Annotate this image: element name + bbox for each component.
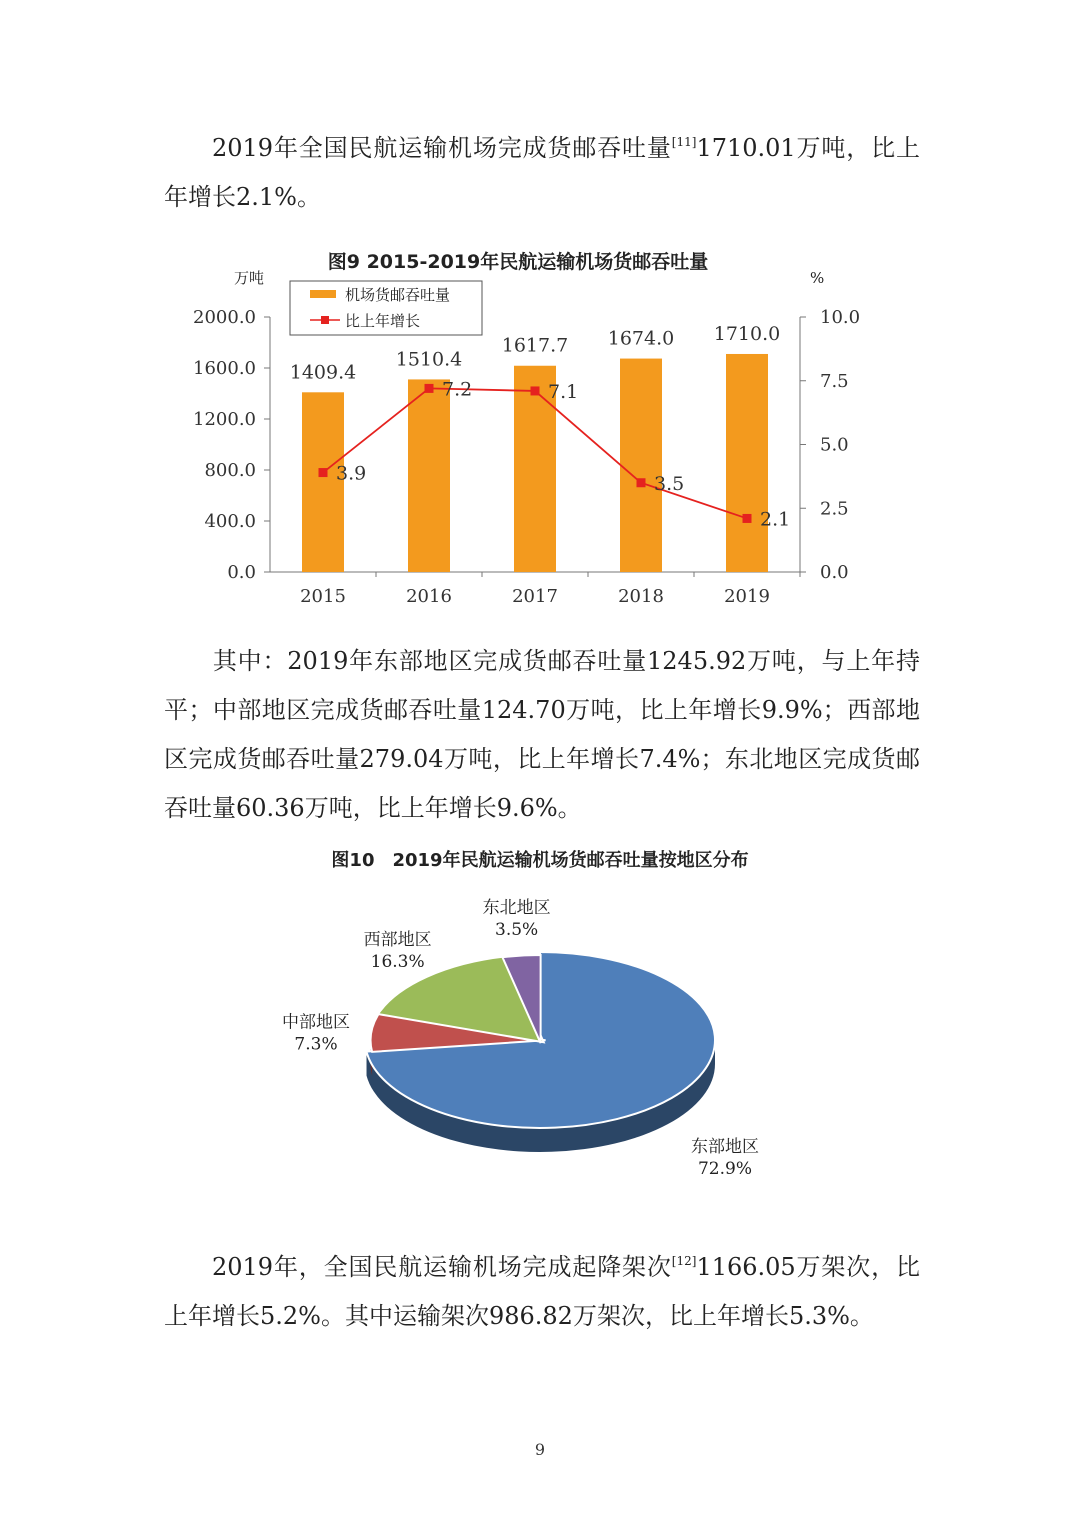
bar-value-label: 1710.0 (713, 322, 781, 345)
x-tick-label: 2018 (618, 586, 664, 607)
bar-value-label: 1409.4 (289, 361, 357, 384)
left-tick-label: 2000.0 (193, 307, 256, 328)
left-tick-label: 0.0 (227, 562, 256, 583)
right-tick-label: 10.0 (820, 307, 861, 328)
left-tick-label: 800.0 (204, 460, 256, 481)
footnote-ref[interactable]: [11] (671, 135, 697, 149)
paragraph-regional-cargo (164, 637, 920, 833)
pie-label-东北地区: 东北地区 (482, 897, 551, 918)
paragraph-text: 2019年，全国民航运输机场完成起降架次 (212, 1253, 672, 1281)
pie-percent-东部地区: 72.9% (697, 1159, 753, 1179)
right-tick-label: 5.0 (820, 434, 849, 456)
paragraph-text: 2019年全国民航运输机场完成货邮吞吐量 (212, 134, 672, 162)
pie-percent-东北地区: 3.5% (495, 919, 539, 940)
pie-label-西部地区: 西部地区 (363, 929, 432, 950)
paragraph-text: 1710.01万吨，比上年增长2.1%。 (164, 134, 921, 211)
left-axis-unit: 万吨 (234, 269, 265, 287)
bar-2019 (726, 354, 768, 572)
page-number: 9 (534, 1440, 546, 1459)
legend-swatch-bar (310, 290, 336, 298)
chart-legend (290, 281, 482, 335)
bar-value-label: 1510.4 (395, 348, 463, 371)
legend-label-line: 比上年增长 (345, 312, 421, 330)
growth-point-2018 (637, 478, 646, 487)
growth-value-label: 3.5 (654, 472, 685, 495)
growth-point-2015 (319, 468, 328, 477)
legend-swatch-marker (321, 316, 329, 324)
growth-point-2019 (743, 514, 752, 523)
left-tick-label: 1600.0 (193, 358, 256, 379)
footnote-ref[interactable]: [12] (671, 1254, 697, 1268)
right-tick-label: 7.5 (820, 370, 849, 392)
growth-value-label: 2.1 (760, 508, 791, 531)
left-tick-label: 1200.0 (193, 409, 256, 430)
regional-distribution-pie (230, 840, 850, 1200)
pie-percent-中部地区: 7.3% (294, 1034, 338, 1055)
left-tick-label: 400.0 (204, 511, 256, 532)
growth-point-2016 (425, 384, 434, 393)
legend-label-bar: 机场货邮吞吐量 (345, 286, 451, 304)
growth-value-label: 7.2 (442, 378, 473, 401)
chart-title: 图10 2019年民航运输机场货邮吞吐量按地区分布 (331, 850, 749, 871)
x-tick-label: 2016 (406, 586, 452, 607)
growth-point-2017 (531, 386, 540, 395)
growth-value-label: 7.1 (548, 380, 579, 403)
paragraph-airport-cargo (164, 124, 920, 222)
growth-value-label: 3.9 (336, 462, 367, 485)
bar-value-label: 1617.7 (501, 334, 569, 357)
paragraph-text: 其中：2019年东部地区完成货邮吞吐量1245.92万吨，与上年持平；中部地区完成货邮吞吐量124.70万吨，比上年增长9.9%；西部地区完成货邮吞吐量279.04万吨，比上年增长7.4%；东北地区完成货邮吞吐量60.36万吨，比上年增长9.6%。 (164, 647, 920, 822)
bar-2018 (620, 359, 662, 572)
cargo-throughput-chart (160, 236, 920, 616)
pie-percent-西部地区: 16.3% (370, 951, 425, 972)
pie-label-东部地区: 东部地区 (691, 1137, 759, 1157)
pie-label-中部地区: 中部地区 (282, 1012, 351, 1033)
right-tick-label: 0.0 (820, 562, 849, 583)
paragraph-takeoffs-landings (164, 1243, 920, 1341)
x-tick-label: 2019 (724, 586, 770, 607)
bar-value-label: 1674.0 (607, 327, 675, 350)
paragraph-text: 1166.05万架次，比上年增长5.2%。其中运输架次986.82万架次，比上年增长5.3%。 (164, 1253, 921, 1330)
right-axis-unit: % (810, 269, 825, 287)
chart-title: 图9 2015-2019年民航运输机场货邮吞吐量 (327, 251, 709, 273)
bar-2016 (408, 379, 450, 572)
x-tick-label: 2015 (300, 586, 346, 607)
x-tick-label: 2017 (512, 586, 558, 607)
right-tick-label: 2.5 (820, 498, 849, 520)
